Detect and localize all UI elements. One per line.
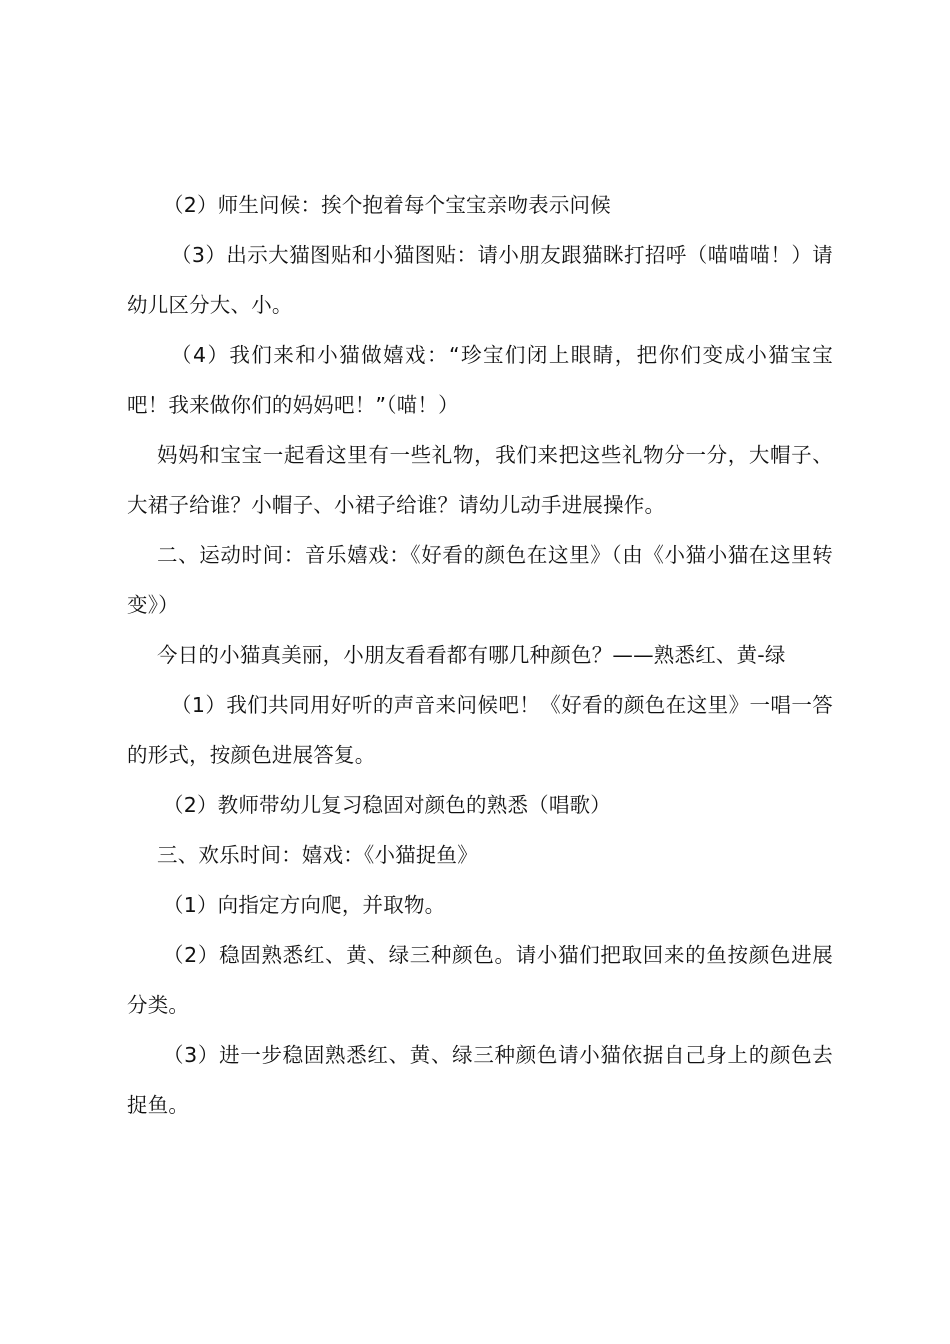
document-body	[127, 180, 833, 1130]
paragraph-crawl-fetch: （1）向指定方向爬，并取物。	[163, 893, 446, 917]
paragraph-color-review: （2）教师带幼儿复习稳固对颜色的熟悉（唱歌）	[163, 793, 611, 817]
paragraph-cat-game: （4）我们来和小猫做嬉戏：“珍宝们闭上眼睛，把你们变成小猫宝宝吧！我来做你们的妈妈吧！”（喵！）	[127, 343, 833, 417]
paragraph-colors-intro: 今日的小猫真美丽，小朋友看看都有哪几种颜色？——熟悉红、黄-绿	[157, 643, 786, 667]
paragraph-gift-sorting: 妈妈和宝宝一起看这里有一些礼物，我们来把这些礼物分一分，大帽子、大裙子给谁？小帽子、小裙子给谁？请幼儿动手进展操作。	[127, 443, 833, 517]
paragraph-sort-fish: （2）稳固熟悉红、黄、绿三种颜色。请小猫们把取回来的鱼按颜色进展分类。	[127, 943, 833, 1017]
paragraph-call-and-response: （1）我们共同用好听的声音来问候吧！《好看的颜色在这里》一唱一答的形式，按颜色进展答复。	[127, 693, 833, 767]
section-heading-exercise-time: 二、运动时间：音乐嬉戏：《好看的颜色在这里》（由《小猫小猫在这里转变》）	[127, 543, 833, 617]
paragraph-teacher-greeting: （2）师生问候：挨个抱着每个宝宝亲吻表示问候	[163, 193, 611, 217]
section-heading-fun-time: 三、欢乐时间：嬉戏：《小猫捉鱼》	[157, 843, 478, 867]
paragraph-cat-stickers: （3）出示大猫图贴和小猫图贴：请小朋友跟猫眯打招呼（喵喵喵！）请幼儿区分大、小。	[127, 243, 833, 317]
paragraph-catch-fish: （3）进一步稳固熟悉红、黄、绿三种颜色请小猫依据自己身上的颜色去捉鱼。	[127, 1043, 833, 1117]
